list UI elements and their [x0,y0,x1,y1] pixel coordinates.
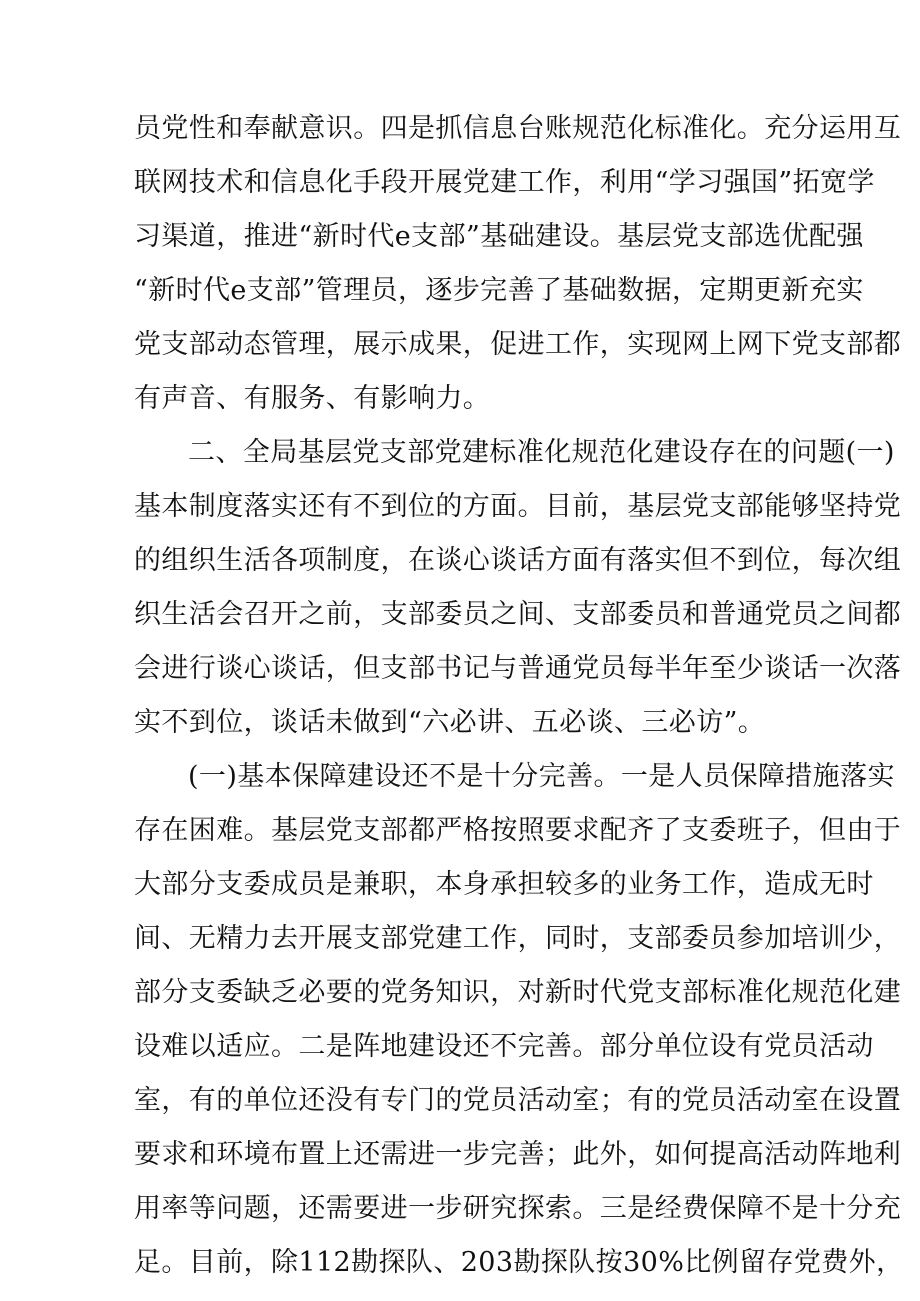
text-line: 室，有的单位还没有专门的党员活动室；有的党员活动室在设置 [134,1085,902,1116]
text-line: 间、无精力去开展支部党建工作，同时，支部委员参加培训少， [134,923,902,954]
text-line: 员党性和奉献意识。四是抓信息台账规范化标准化。充分运用互 [134,113,902,144]
text-line: 织生活会召开之前，支部委员之间、支部委员和普通党员之间都 [134,599,902,630]
text-line: 的组织生活各项制度，在谈心谈话方面有落实但不到位，每次组 [134,545,902,576]
text-line: 要求和环境布置上还需进一步完善；此外，如何提高活动阵地利 [134,1139,902,1170]
text-line: 大部分支委成员是兼职，本身承担较多的业务工作，造成无时 [134,869,874,900]
text-line: 基本制度落实还有不到位的方面。目前，基层党支部能够坚持党 [134,491,902,522]
text-line: 习渠道，推进“新时代e支部”基础建设。基层党支部选优配强 [134,221,864,252]
section-heading-line: 二、全局基层党支部党建标准化规范化建设存在的问题(一) [188,437,895,468]
text-line: 联网技术和信息化手段开展党建工作，利用“学习强国”拓宽学 [134,167,875,198]
text-line: 存在困难。基层党支部都严格按照要求配齐了支委班子，但由于 [134,815,902,846]
text-line: 有声音、有服务、有影响力。 [134,383,491,414]
text-line: “新时代e支部”管理员，逐步完善了基础数据，定期更新充实 [134,275,864,306]
text-line: 实不到位，谈话未做到“六必讲、五必谈、三必访”。 [134,707,766,738]
text-line: 部分支委缺乏必要的党务知识，对新时代党支部标准化规范化建 [134,977,902,1008]
text-line: 足。目前，除112勘探队、203勘探队按30%比例留存党费外， [134,1247,904,1278]
text-line: 会进行谈心谈话，但支部书记与普通党员每半年至少谈话一次落 [134,653,902,684]
text-line: 设难以适应。二是阵地建设还不完善。部分单位设有党员活动 [134,1031,874,1062]
text-line: 党支部动态管理，展示成果，促进工作，实现网上网下党支部都 [134,329,902,360]
text-line: (一)基本保障建设还不是十分完善。一是人员保障措施落实 [188,761,895,792]
text-line: 用率等问题，还需要进一步研究探索。三是经费保障不是十分充 [134,1193,902,1224]
